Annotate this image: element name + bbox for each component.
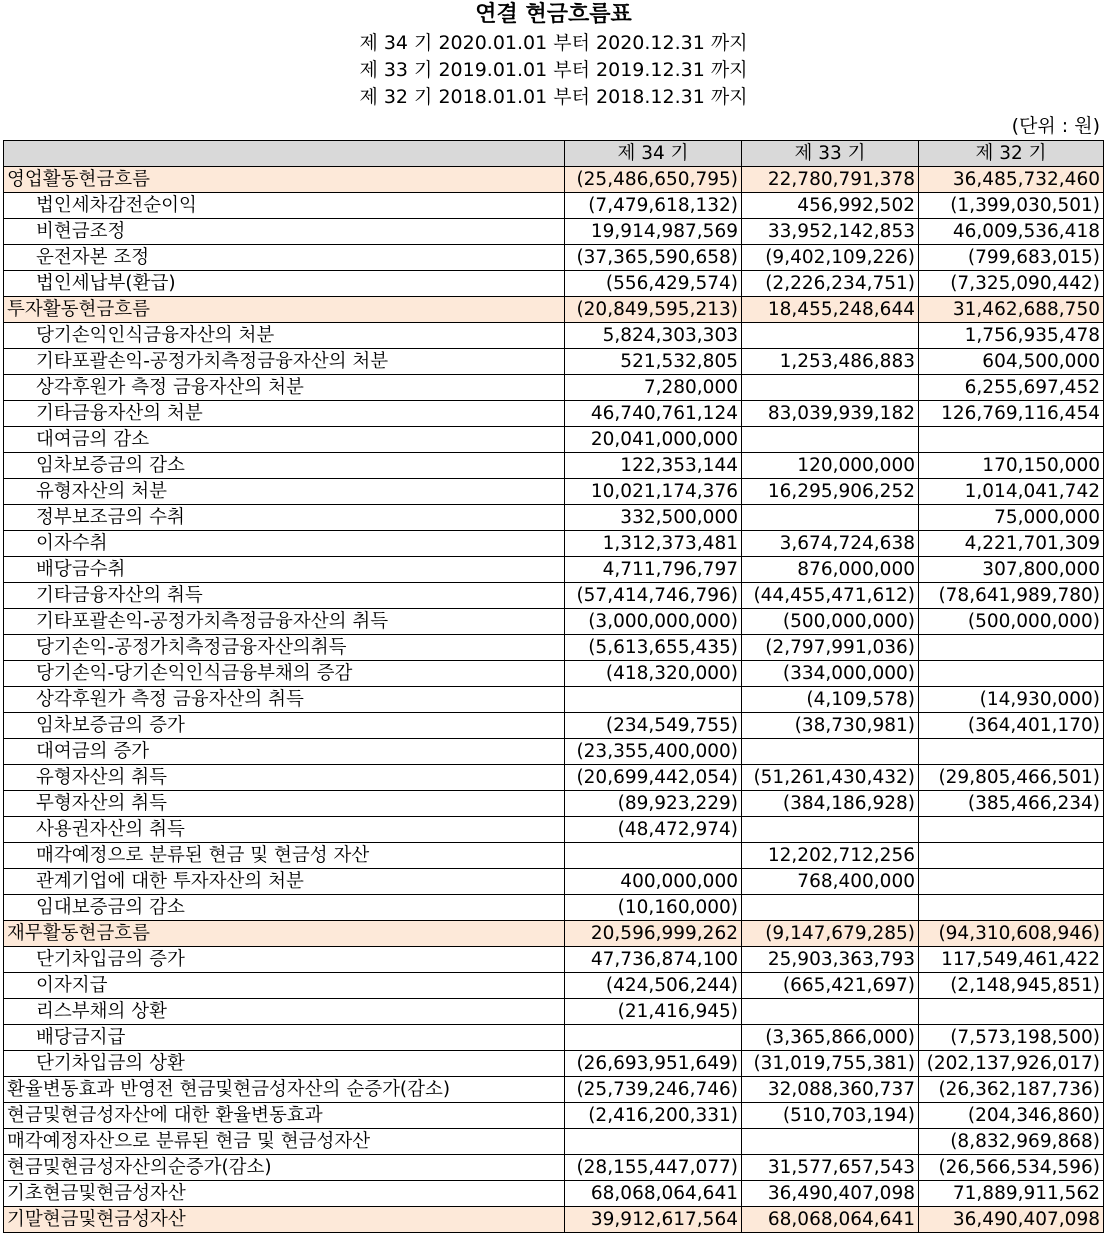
value-33 xyxy=(742,427,919,453)
value-32: 170,150,000 xyxy=(919,453,1104,479)
value-32: (29,805,466,501) xyxy=(919,765,1104,791)
value-32: 1,756,935,478 xyxy=(919,323,1104,349)
table-row xyxy=(4,1103,1104,1129)
table-row xyxy=(4,869,1104,895)
value-34: 521,532,805 xyxy=(565,349,742,375)
row-label: 운전자본 조정 xyxy=(4,245,565,271)
value-34: (25,486,650,795) xyxy=(565,167,742,193)
value-33: (4,109,578) xyxy=(742,687,919,713)
table-row xyxy=(4,1155,1104,1181)
column-header-32: 제 32 기 xyxy=(919,141,1104,167)
value-34: 68,068,064,641 xyxy=(565,1181,742,1207)
value-33: (384,186,928) xyxy=(742,791,919,817)
table-row xyxy=(4,557,1104,583)
value-34: 20,041,000,000 xyxy=(565,427,742,453)
row-label: 단기차입금의 상환 xyxy=(4,1051,565,1077)
value-34: (418,320,000) xyxy=(565,661,742,687)
row-label: 대여금의 감소 xyxy=(4,427,565,453)
value-33 xyxy=(742,895,919,921)
row-label: 재무활동현금흐름 xyxy=(4,921,565,947)
table-row xyxy=(4,1129,1104,1155)
value-32: (500,000,000) xyxy=(919,609,1104,635)
value-32: (1,399,030,501) xyxy=(919,193,1104,219)
value-34: 400,000,000 xyxy=(565,869,742,895)
value-34: (23,355,400,000) xyxy=(565,739,742,765)
value-33 xyxy=(742,375,919,401)
value-33: (9,147,679,285) xyxy=(742,921,919,947)
row-label: 당기손익인식금융자산의 처분 xyxy=(4,323,565,349)
table-row xyxy=(4,1181,1104,1207)
value-33: (3,365,866,000) xyxy=(742,1025,919,1051)
row-label: 이자지급 xyxy=(4,973,565,999)
value-34: (424,506,244) xyxy=(565,973,742,999)
value-33: (2,226,234,751) xyxy=(742,271,919,297)
value-33: (38,730,981) xyxy=(742,713,919,739)
table-row xyxy=(4,349,1104,375)
value-34: (556,429,574) xyxy=(565,271,742,297)
table-row xyxy=(4,1051,1104,1077)
period-line: 제 34 기 2020.01.01 부터 2020.12.31 까지 xyxy=(359,32,748,54)
row-label: 환율변동효과 반영전 현금및현금성자산의 순증가(감소) xyxy=(4,1077,565,1103)
row-label: 이자수취 xyxy=(4,531,565,557)
row-label: 매각예정자산으로 분류된 현금 및 현금성자산 xyxy=(4,1129,565,1155)
table-row xyxy=(4,583,1104,609)
row-label: 기타금융자산의 처분 xyxy=(4,401,565,427)
row-label: 매각예정으로 분류된 현금 및 현금성 자산 xyxy=(4,843,565,869)
value-32 xyxy=(919,869,1104,895)
section-row xyxy=(4,167,1104,193)
value-34: 47,736,874,100 xyxy=(565,947,742,973)
value-32: (8,832,969,868) xyxy=(919,1129,1104,1155)
value-34: (20,849,595,213) xyxy=(565,297,742,323)
row-label: 현금및현금성자산에 대한 환율변동효과 xyxy=(4,1103,565,1129)
unit-label: (단위 : 원) xyxy=(1011,115,1100,137)
value-32: 604,500,000 xyxy=(919,349,1104,375)
value-32 xyxy=(919,635,1104,661)
row-label: 정부보조금의 수취 xyxy=(4,505,565,531)
value-32: 46,009,536,418 xyxy=(919,219,1104,245)
value-34: 20,596,999,262 xyxy=(565,921,742,947)
value-34: (5,613,655,435) xyxy=(565,635,742,661)
section-row xyxy=(4,1207,1104,1233)
value-33: (334,000,000) xyxy=(742,661,919,687)
value-33 xyxy=(742,739,919,765)
row-label: 당기손익-당기손익인식금융부채의 증감 xyxy=(4,661,565,687)
row-label: 관계기업에 대한 투자자산의 처분 xyxy=(4,869,565,895)
value-34: (2,416,200,331) xyxy=(565,1103,742,1129)
value-32: (26,566,534,596) xyxy=(919,1155,1104,1181)
period-line: 제 33 기 2019.01.01 부터 2019.12.31 까지 xyxy=(359,59,748,81)
table-row xyxy=(4,999,1104,1025)
value-32 xyxy=(919,661,1104,687)
row-label: 사용권자산의 취득 xyxy=(4,817,565,843)
value-32: (78,641,989,780) xyxy=(919,583,1104,609)
row-label: 유형자산의 취득 xyxy=(4,765,565,791)
value-32: (799,683,015) xyxy=(919,245,1104,271)
value-32: 36,485,732,460 xyxy=(919,167,1104,193)
row-label: 배당금지급 xyxy=(4,1025,565,1051)
row-label: 영업활동현금흐름 xyxy=(4,167,565,193)
value-33 xyxy=(742,999,919,1025)
section-row xyxy=(4,297,1104,323)
row-label: 기타포괄손익-공정가치측정금융자산의 처분 xyxy=(4,349,565,375)
value-34: 122,353,144 xyxy=(565,453,742,479)
table-row xyxy=(4,479,1104,505)
value-32: 4,221,701,309 xyxy=(919,531,1104,557)
value-33: 36,490,407,098 xyxy=(742,1181,919,1207)
value-34: (26,693,951,649) xyxy=(565,1051,742,1077)
value-32: (364,401,170) xyxy=(919,713,1104,739)
value-32: (26,362,187,736) xyxy=(919,1077,1104,1103)
value-33: 83,039,939,182 xyxy=(742,401,919,427)
value-34: (21,416,945) xyxy=(565,999,742,1025)
row-label: 상각후원가 측정 금융자산의 취득 xyxy=(4,687,565,713)
value-34: 10,021,174,376 xyxy=(565,479,742,505)
table-header-row xyxy=(4,141,1104,167)
value-34 xyxy=(565,843,742,869)
value-32: 36,490,407,098 xyxy=(919,1207,1104,1233)
value-33: (500,000,000) xyxy=(742,609,919,635)
table-row xyxy=(4,609,1104,635)
value-33: 16,295,906,252 xyxy=(742,479,919,505)
row-label: 배당금수취 xyxy=(4,557,565,583)
table-row xyxy=(4,713,1104,739)
table-row xyxy=(4,973,1104,999)
row-label: 기초현금및현금성자산 xyxy=(4,1181,565,1207)
value-34: (25,739,246,746) xyxy=(565,1077,742,1103)
row-label: 법인세납부(환급) xyxy=(4,271,565,297)
period-line: 제 32 기 2018.01.01 부터 2018.12.31 까지 xyxy=(359,86,748,108)
value-34: (10,160,000) xyxy=(565,895,742,921)
value-33: 3,674,724,638 xyxy=(742,531,919,557)
value-34: 5,824,303,303 xyxy=(565,323,742,349)
column-header-34: 제 34 기 xyxy=(565,141,742,167)
value-33: 1,253,486,883 xyxy=(742,349,919,375)
value-33: (51,261,430,432) xyxy=(742,765,919,791)
value-33: 876,000,000 xyxy=(742,557,919,583)
value-33: (510,703,194) xyxy=(742,1103,919,1129)
value-32 xyxy=(919,999,1104,1025)
row-label: 무형자산의 취득 xyxy=(4,791,565,817)
value-32: 117,549,461,422 xyxy=(919,947,1104,973)
value-34: (7,479,618,132) xyxy=(565,193,742,219)
table-row xyxy=(4,453,1104,479)
row-label: 투자활동현금흐름 xyxy=(4,297,565,323)
value-32 xyxy=(919,817,1104,843)
value-32: 307,800,000 xyxy=(919,557,1104,583)
table-row xyxy=(4,323,1104,349)
table-row xyxy=(4,505,1104,531)
value-33: 22,780,791,378 xyxy=(742,167,919,193)
value-33: (31,019,755,381) xyxy=(742,1051,919,1077)
table-row xyxy=(4,193,1104,219)
value-32: 1,014,041,742 xyxy=(919,479,1104,505)
value-33: 120,000,000 xyxy=(742,453,919,479)
value-34: (234,549,755) xyxy=(565,713,742,739)
value-33: 68,068,064,641 xyxy=(742,1207,919,1233)
row-label: 임대보증금의 감소 xyxy=(4,895,565,921)
value-33 xyxy=(742,323,919,349)
value-32: (7,325,090,442) xyxy=(919,271,1104,297)
value-32: 71,889,911,562 xyxy=(919,1181,1104,1207)
value-32: (94,310,608,946) xyxy=(919,921,1104,947)
value-34 xyxy=(565,1129,742,1155)
value-33: (2,797,991,036) xyxy=(742,635,919,661)
value-32: (204,346,860) xyxy=(919,1103,1104,1129)
table-row xyxy=(4,791,1104,817)
value-32 xyxy=(919,739,1104,765)
value-32: (14,930,000) xyxy=(919,687,1104,713)
value-33 xyxy=(742,505,919,531)
value-33: 25,903,363,793 xyxy=(742,947,919,973)
value-33: 33,952,142,853 xyxy=(742,219,919,245)
cash-flow-table xyxy=(3,140,1104,1233)
value-34: 7,280,000 xyxy=(565,375,742,401)
table-row xyxy=(4,375,1104,401)
value-32: 6,255,697,452 xyxy=(919,375,1104,401)
value-34: 39,912,617,564 xyxy=(565,1207,742,1233)
value-33: (665,421,697) xyxy=(742,973,919,999)
table-row xyxy=(4,947,1104,973)
value-33: (44,455,471,612) xyxy=(742,583,919,609)
value-34: 19,914,987,569 xyxy=(565,219,742,245)
section-row xyxy=(4,921,1104,947)
table-row xyxy=(4,271,1104,297)
row-label: 비현금조정 xyxy=(4,219,565,245)
row-label: 상각후원가 측정 금융자산의 처분 xyxy=(4,375,565,401)
row-label: 현금및현금성자산의순증가(감소) xyxy=(4,1155,565,1181)
row-label: 기타포괄손익-공정가치측정금융자산의 취득 xyxy=(4,609,565,635)
value-33: 768,400,000 xyxy=(742,869,919,895)
table-row xyxy=(4,427,1104,453)
value-34: 332,500,000 xyxy=(565,505,742,531)
value-33: 456,992,502 xyxy=(742,193,919,219)
value-33 xyxy=(742,817,919,843)
value-34 xyxy=(565,687,742,713)
table-row xyxy=(4,739,1104,765)
value-34: (3,000,000,000) xyxy=(565,609,742,635)
table-row xyxy=(4,1077,1104,1103)
value-32: (7,573,198,500) xyxy=(919,1025,1104,1051)
value-33: 32,088,360,737 xyxy=(742,1077,919,1103)
value-34 xyxy=(565,1025,742,1051)
value-34: (20,699,442,054) xyxy=(565,765,742,791)
value-33: 18,455,248,644 xyxy=(742,297,919,323)
row-label: 기말현금및현금성자산 xyxy=(4,1207,565,1233)
table-row xyxy=(4,843,1104,869)
value-34: 1,312,373,481 xyxy=(565,531,742,557)
value-32: (202,137,926,017) xyxy=(919,1051,1104,1077)
statement-title: 연결 현금흐름표 xyxy=(475,2,632,27)
value-32 xyxy=(919,427,1104,453)
row-label: 기타금융자산의 취득 xyxy=(4,583,565,609)
table-row xyxy=(4,765,1104,791)
column-header-item xyxy=(4,141,565,167)
value-32: 31,462,688,750 xyxy=(919,297,1104,323)
table-row xyxy=(4,661,1104,687)
row-label: 리스부채의 상환 xyxy=(4,999,565,1025)
table-row xyxy=(4,687,1104,713)
value-34: (37,365,590,658) xyxy=(565,245,742,271)
statement-header xyxy=(0,0,1107,140)
value-34: 46,740,761,124 xyxy=(565,401,742,427)
table-row xyxy=(4,531,1104,557)
row-label: 임차보증금의 증가 xyxy=(4,713,565,739)
value-32: 75,000,000 xyxy=(919,505,1104,531)
row-label: 단기차입금의 증가 xyxy=(4,947,565,973)
table-row xyxy=(4,401,1104,427)
value-34: 4,711,796,797 xyxy=(565,557,742,583)
row-label: 당기손익-공정가치측정금융자산의취득 xyxy=(4,635,565,661)
table-row xyxy=(4,817,1104,843)
table-row xyxy=(4,219,1104,245)
value-33: 31,577,657,543 xyxy=(742,1155,919,1181)
value-34: (89,923,229) xyxy=(565,791,742,817)
row-label: 법인세차감전순이익 xyxy=(4,193,565,219)
value-32 xyxy=(919,895,1104,921)
table-row xyxy=(4,635,1104,661)
row-label: 임차보증금의 감소 xyxy=(4,453,565,479)
value-32: (385,466,234) xyxy=(919,791,1104,817)
value-33: 12,202,712,256 xyxy=(742,843,919,869)
value-32: 126,769,116,454 xyxy=(919,401,1104,427)
table-row xyxy=(4,1025,1104,1051)
value-33: (9,402,109,226) xyxy=(742,245,919,271)
value-32 xyxy=(919,843,1104,869)
row-label: 대여금의 증가 xyxy=(4,739,565,765)
value-34: (28,155,447,077) xyxy=(565,1155,742,1181)
value-32: (2,148,945,851) xyxy=(919,973,1104,999)
value-33 xyxy=(742,1129,919,1155)
table-row xyxy=(4,245,1104,271)
value-34: (57,414,746,796) xyxy=(565,583,742,609)
table-row xyxy=(4,895,1104,921)
row-label: 유형자산의 처분 xyxy=(4,479,565,505)
column-header-33: 제 33 기 xyxy=(742,141,919,167)
value-34: (48,472,974) xyxy=(565,817,742,843)
